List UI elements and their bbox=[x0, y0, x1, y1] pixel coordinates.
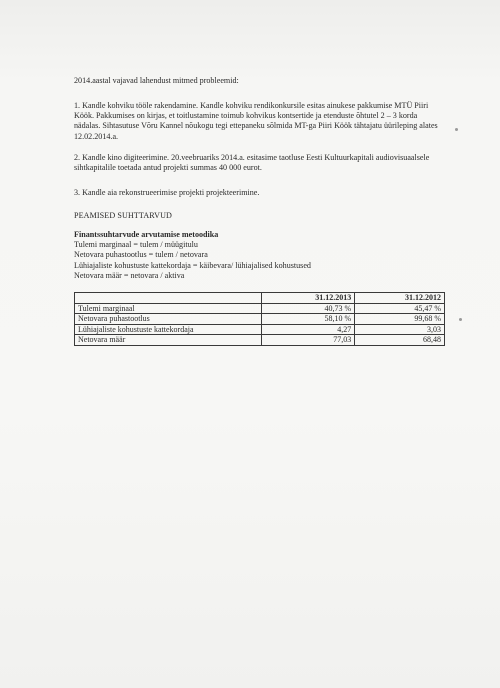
methodology-line: Lühiajaliste kohustuste kattekordaja = käibevara/ lühiajalised kohustused bbox=[74, 260, 311, 270]
table-cell-value: 77,03 bbox=[262, 335, 355, 346]
table-cell-value: 45,47 % bbox=[355, 303, 445, 314]
table-header-cell bbox=[75, 293, 262, 304]
ratios-table bbox=[74, 292, 445, 346]
intro-text: 2014.aastal vajavad lahendust mitmed probleemid: bbox=[74, 76, 239, 85]
table-header-row bbox=[75, 293, 445, 304]
table-row bbox=[75, 335, 445, 346]
table-cell-value: 99,68 % bbox=[355, 314, 445, 325]
section-heading: PEAMISED SUHTTARVUD bbox=[74, 211, 172, 220]
table-row bbox=[75, 303, 445, 314]
table-cell-value: 58,10 % bbox=[262, 314, 355, 325]
table-cell-value: 4,27 bbox=[262, 324, 355, 335]
table-cell-label: Lühiajaliste kohustuste kattekordaja bbox=[75, 324, 262, 335]
table-cell-value: 3,03 bbox=[355, 324, 445, 335]
table-cell-label: Netovara puhastootlus bbox=[75, 314, 262, 325]
methodology-line: Netovara puhastootlus = tulem / netovara bbox=[74, 250, 208, 260]
scan-speck bbox=[459, 318, 462, 321]
problem-item-3: 3. Kandle aia rekonstrueerimise projekti projekteerimine. bbox=[74, 188, 260, 197]
table-cell-label: Netovara määr bbox=[75, 335, 262, 346]
table-header-cell: 31.12.2013 bbox=[262, 293, 355, 304]
table-header-cell: 31.12.2012 bbox=[355, 293, 445, 304]
methodology-title: Finantssuhtarvude arvutamise metoodika bbox=[74, 230, 219, 239]
problem-item-2: 2. Kandle kino digiteerimine. 20.veebruariks 2014.a. esitasime taotluse Eesti Kultuurkapitali audiovisuaalsele sihtkapitalile toetada antud projekti summas 40 000 eurot. bbox=[74, 153, 430, 173]
methodology-line: Netovara määr = netovara / aktiva bbox=[74, 270, 185, 280]
table-cell-label: Tulemi marginaal bbox=[75, 303, 262, 314]
methodology-line: Tulemi marginaal = tulem / müügitulu bbox=[74, 240, 198, 250]
methodology-block bbox=[74, 230, 311, 281]
problem-item-1: 1. Kandle kohviku tööle rakendamine. Kandle kohviku rendikonkursile esitas ainukese pakkumise MTÜ Piiri Köök. Pakkumises on kirjas, et toitlustamine toimub kohvikus kontsertide ja etenduste õhtutel 2 – 3 korda nädalas. Sihtasutuse Võru Kannel nõukogu tegi ettepaneku sõlmida MT-ga Piiri Köök tähtajatu üürileping alates 12.02.2014.a. bbox=[74, 101, 438, 141]
scan-speck bbox=[455, 128, 458, 131]
table-cell-value: 68,48 bbox=[355, 335, 445, 346]
table-row bbox=[75, 314, 445, 325]
table-cell-value: 40,73 % bbox=[262, 303, 355, 314]
table-row bbox=[75, 324, 445, 335]
